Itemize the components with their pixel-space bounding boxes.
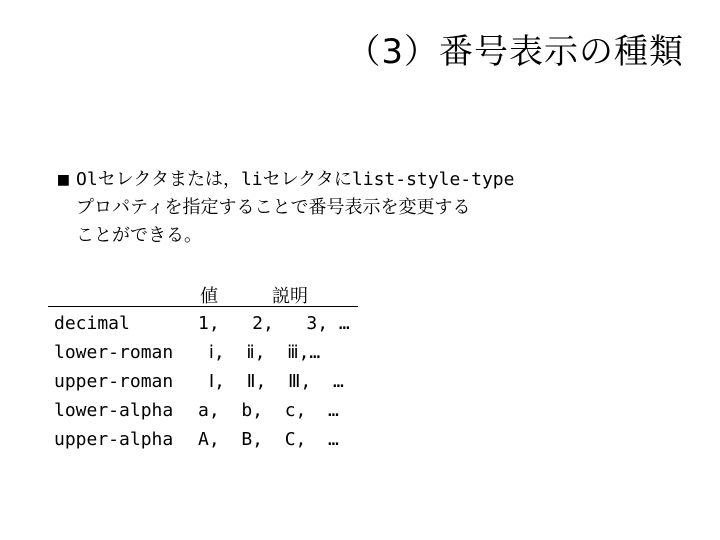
body-text-line: Olセレクタまたは，liセレクタにlist-style-type	[76, 169, 515, 190]
row-type-name: upper-alpha	[54, 429, 174, 450]
row-type-name: lower-roman	[54, 342, 174, 363]
slide-title: （3）番号表示の種類	[346, 32, 684, 72]
body-line-2: プロパティを指定することで番号表示を変更する	[76, 197, 471, 218]
body-line-3: ことができる。	[76, 225, 202, 246]
body-text	[58, 166, 514, 250]
body-line-1	[58, 166, 514, 194]
row-type-name: decimal	[54, 313, 130, 334]
row-type-value: Ⅰ, Ⅱ, Ⅲ, …	[198, 371, 344, 392]
row-type-name: lower-alpha	[54, 400, 174, 421]
table-row	[48, 336, 358, 365]
row-type-name: upper-roman	[54, 371, 174, 392]
table-header	[48, 280, 358, 307]
row-type-value: ⅰ, ⅱ, ⅲ,…	[198, 342, 321, 363]
table-row	[48, 423, 358, 452]
bullet-square-icon: ■	[58, 169, 69, 190]
header-description: 説明	[272, 286, 308, 307]
table-row	[48, 307, 358, 336]
list-style-table	[48, 280, 358, 452]
row-type-value: a, b, c, …	[198, 400, 339, 421]
table-row	[48, 365, 358, 394]
table-row	[48, 394, 358, 423]
row-type-value: 1, 2, 3, …	[198, 313, 350, 334]
row-type-value: A, B, C, …	[198, 429, 339, 450]
header-value: 値	[200, 286, 218, 307]
